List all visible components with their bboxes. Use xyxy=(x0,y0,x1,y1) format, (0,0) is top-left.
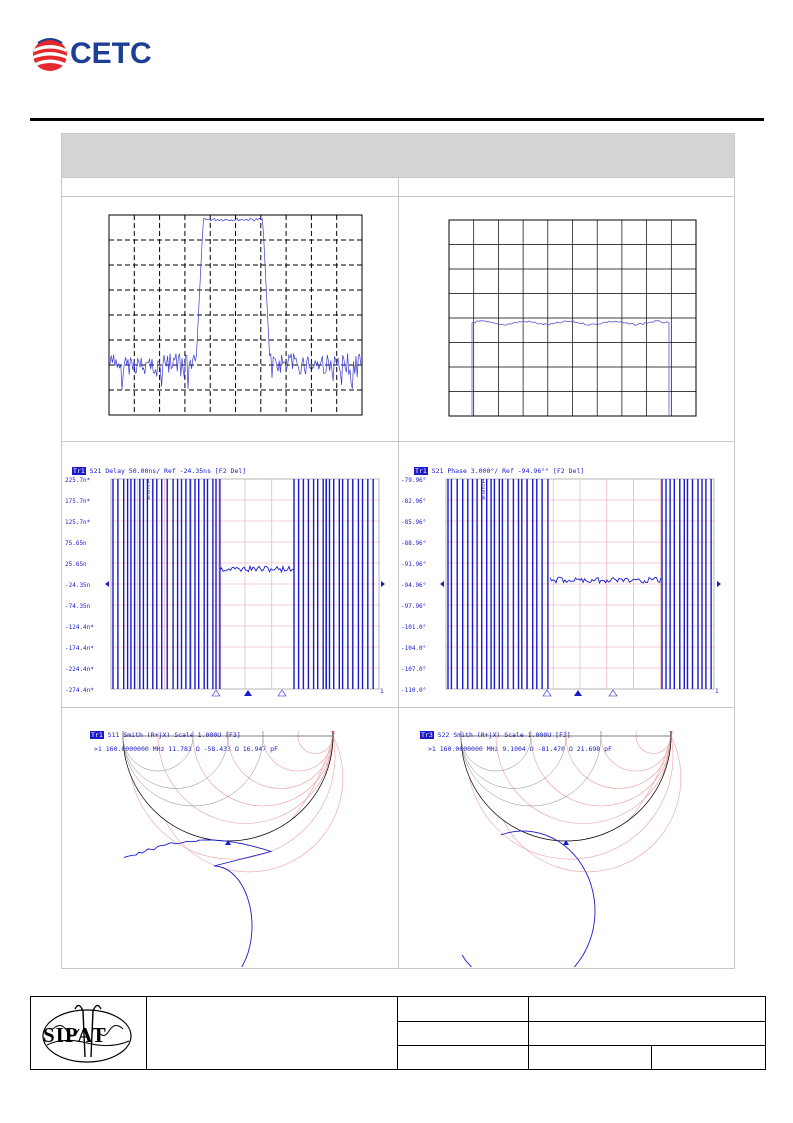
y-tick-label: 25.65n xyxy=(65,561,87,568)
marker-triangle-icon xyxy=(244,690,252,696)
y-tick-label: -91.96° xyxy=(401,561,427,568)
y-tick-label: -174.4n* xyxy=(65,645,94,652)
marker-row-number: 4 xyxy=(482,495,486,502)
s21-phase-header xyxy=(414,467,584,475)
y-tick-label: -97.96° xyxy=(401,603,427,610)
y-tick-label: -74.35n xyxy=(65,603,91,610)
y-tick-label: -94.96° xyxy=(401,582,427,589)
logo-swirl-icon xyxy=(30,35,70,75)
y-tick-label: -224.4n* xyxy=(65,666,94,673)
trace-tag: Tr1 xyxy=(73,467,85,475)
measurement-table xyxy=(61,133,735,969)
y-tick-label: -85.96° xyxy=(401,519,427,526)
table-header-band xyxy=(62,134,734,177)
marker-row-number: 2 xyxy=(482,484,486,491)
s11-marker-readout: >1 160.0000000 MHz 11.783 Ω -58.433 Ω 16.947 pF xyxy=(94,745,278,753)
resistance-circle xyxy=(298,731,333,754)
smith-grid xyxy=(469,731,681,872)
smith-outer-circle xyxy=(123,731,333,841)
s22-marker-readout: >1 160.0000000 MHz 9.1004 Ω -81.470 Ω 21.698 pF xyxy=(428,745,612,753)
y-tick-label: -82.96° xyxy=(401,498,427,505)
y-tick-label: -107.0° xyxy=(401,666,427,673)
ref-arrow-right-icon xyxy=(717,581,721,587)
smith-trace xyxy=(124,840,271,967)
reactance-arc xyxy=(291,731,333,736)
resistance-circle xyxy=(496,731,671,824)
reactance-arc xyxy=(629,731,671,736)
y-tick-label: -88.96° xyxy=(401,540,427,547)
marker-row-number: 3 xyxy=(482,490,486,496)
plot-passband-right xyxy=(448,219,698,419)
y-tick-label: -274.4n* xyxy=(65,687,94,694)
plot-s22-smith xyxy=(400,731,732,967)
ref-arrow-left-icon xyxy=(440,581,444,587)
reactance-arc xyxy=(165,736,343,872)
header-rule xyxy=(30,118,764,121)
resistance-circle xyxy=(193,731,333,806)
company-logo xyxy=(30,33,150,77)
reactance-arc xyxy=(228,731,333,736)
smith-outer-circle xyxy=(461,731,671,841)
y-tick-label: 175.7n* xyxy=(65,498,91,505)
reactance-arc xyxy=(503,731,681,736)
ref-arrow-left-icon xyxy=(105,581,109,587)
plot-title: S11 Smith (R+jX) Scale 1.000U [F3] xyxy=(107,731,241,739)
trace-tag: Tr1 xyxy=(91,731,103,739)
trace-tag: Tr3 xyxy=(421,731,433,739)
resistance-circle xyxy=(636,731,671,754)
trace-tag: Tr1 xyxy=(415,467,427,475)
y-tick-label: -79.96° xyxy=(401,477,427,484)
y-tick-label: 125.7n* xyxy=(65,519,91,526)
marker-row-number: 1 xyxy=(482,479,486,485)
plot-s21-delay xyxy=(64,467,396,705)
marker-triangle-icon xyxy=(278,690,286,696)
reactance-arc xyxy=(131,731,335,736)
y-tick-label: -124.4n* xyxy=(65,624,94,631)
sipat-logo-text: SIPAT xyxy=(43,1023,107,1047)
plot-title: S21 Phase 3.000°/ Ref -94.96°° [F2 Del] xyxy=(431,467,585,475)
end-label: 1 xyxy=(380,688,384,695)
marker-row-number: 4 xyxy=(147,495,151,502)
ref-arrow-right-icon xyxy=(381,581,385,587)
plot-s11-smith xyxy=(64,731,396,967)
reactance-arc xyxy=(469,731,673,736)
y-tick-label: -101.0° xyxy=(401,624,427,631)
reactance-arc xyxy=(566,731,671,736)
brand-name: CETC xyxy=(70,37,152,70)
y-tick-label: 225.7n* xyxy=(65,477,91,484)
y-tick-label: -24.35n xyxy=(65,582,91,589)
s21-delay-header xyxy=(72,467,246,475)
marker-triangle-icon xyxy=(609,690,617,696)
plot-spectrum-left xyxy=(108,214,364,419)
reactance-arc xyxy=(503,736,681,872)
plot-title: S21 Delay 50.00ns/ Ref -24.35ns [F2 Del] xyxy=(89,467,247,475)
resistance-circle xyxy=(531,731,671,806)
marker-triangle-icon xyxy=(212,690,220,696)
plot-title: S22 Smith (R+jX) Scale 1.000U [F3] xyxy=(437,731,571,739)
plot-s21-phase xyxy=(400,467,732,705)
footer-table xyxy=(30,996,766,1070)
y-tick-label: -110.0° xyxy=(401,687,427,694)
smith-grid xyxy=(131,731,343,872)
marker-row-number: 3 xyxy=(147,490,151,496)
end-label: 1 xyxy=(715,688,719,695)
resistance-circle xyxy=(158,731,333,824)
marker-row-number: 2 xyxy=(147,484,151,491)
y-tick-label: 75.65n xyxy=(65,540,87,547)
column-divider xyxy=(398,177,399,968)
sipat-logo xyxy=(33,999,145,1067)
reactance-arc xyxy=(165,731,343,736)
y-tick-label: -104.0° xyxy=(401,645,427,652)
marker-triangle-icon xyxy=(574,690,582,696)
marker-row-number: 1 xyxy=(147,479,151,485)
marker-triangle-icon xyxy=(543,690,551,696)
